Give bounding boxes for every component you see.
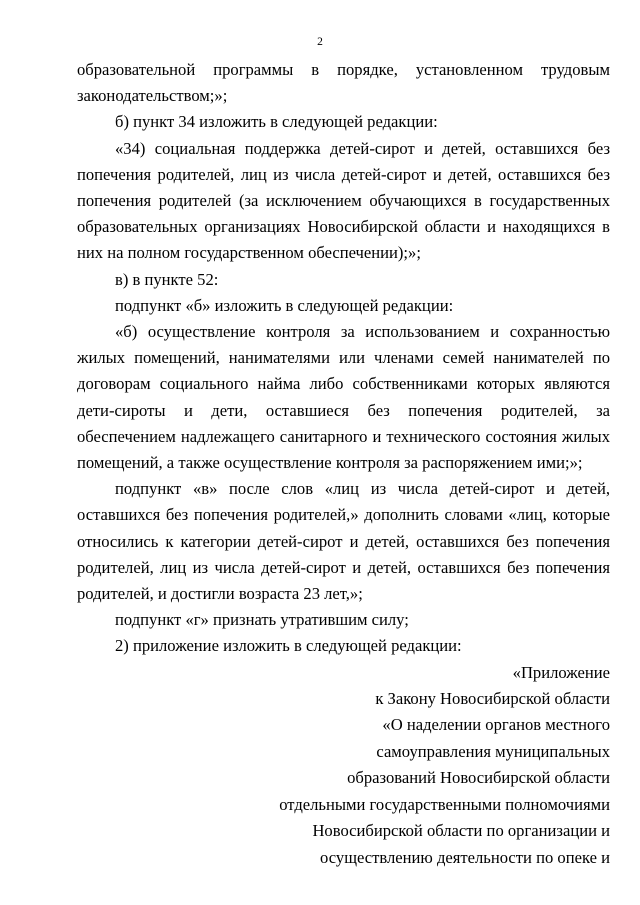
paragraph: в) в пункте 52: [115, 269, 219, 289]
paragraph: 2) приложение изложить в следующей редакции: [115, 636, 462, 656]
appendix-header-line: отдельными государственными полномочиями [279, 794, 610, 814]
appendix-header-line: Новосибирской области по организации и [312, 821, 610, 841]
appendix-header-line: «Приложение [512, 662, 610, 682]
paragraph: подпункт «в» после слов «лиц из числа детей-сирот и детей, оставшихся без попечения родителей,» дополнить словами «лиц, которые относились к категории детей-сирот и детей, оставшихся без попечения родителей, лиц из числа детей-сирот и детей, оставшихся без попечения родителей, и достигли возраста 23 лет,»; [77, 479, 610, 604]
paragraph: «б) осуществление контроля за использованием и сохранностью жилых помещений, нанимателями или членами семей нанимателей по договорам социального найма либо собственниками которых являются дети-сироты и дети, оставшиеся без попечения родителей, за обеспечением надлежащего санитарного и технического состояния жилых помещений, а также осуществление контроля за распоряжением ими;»; [77, 322, 610, 473]
paragraph: подпункт «б» изложить в следующей редакции: [115, 295, 454, 315]
paragraph: «34) социальная поддержка детей-сирот и детей, оставшихся без попечения родителей, лиц из числа детей-сирот и детей, оставшихся без попечения родителей (за исключением обучающихся в государственных образовательных организациях Новосибирской области и находящихся в них на полном государственном обеспечении);»; [77, 138, 610, 263]
appendix-header-line: к Закону Новосибирской области [375, 689, 610, 709]
appendix-header-line: «О наделении органов местного [382, 715, 610, 735]
appendix-header-line: образований Новосибирской области [347, 768, 610, 788]
paragraph-list [77, 57, 610, 660]
appendix-header-line: самоуправления муниципальных [376, 741, 610, 761]
appendix-header-line: осуществлению деятельности по опеке и [320, 847, 610, 867]
page-number: 2 [317, 36, 323, 48]
document-body [77, 57, 610, 871]
paragraph: б) пункт 34 изложить в следующей редакции: [115, 112, 438, 132]
paragraph: образовательной программы в порядке, установленном трудовым законодательством;»; [77, 60, 610, 106]
paragraph: подпункт «г» признать утратившим силу; [115, 610, 409, 630]
appendix-header [77, 660, 610, 871]
